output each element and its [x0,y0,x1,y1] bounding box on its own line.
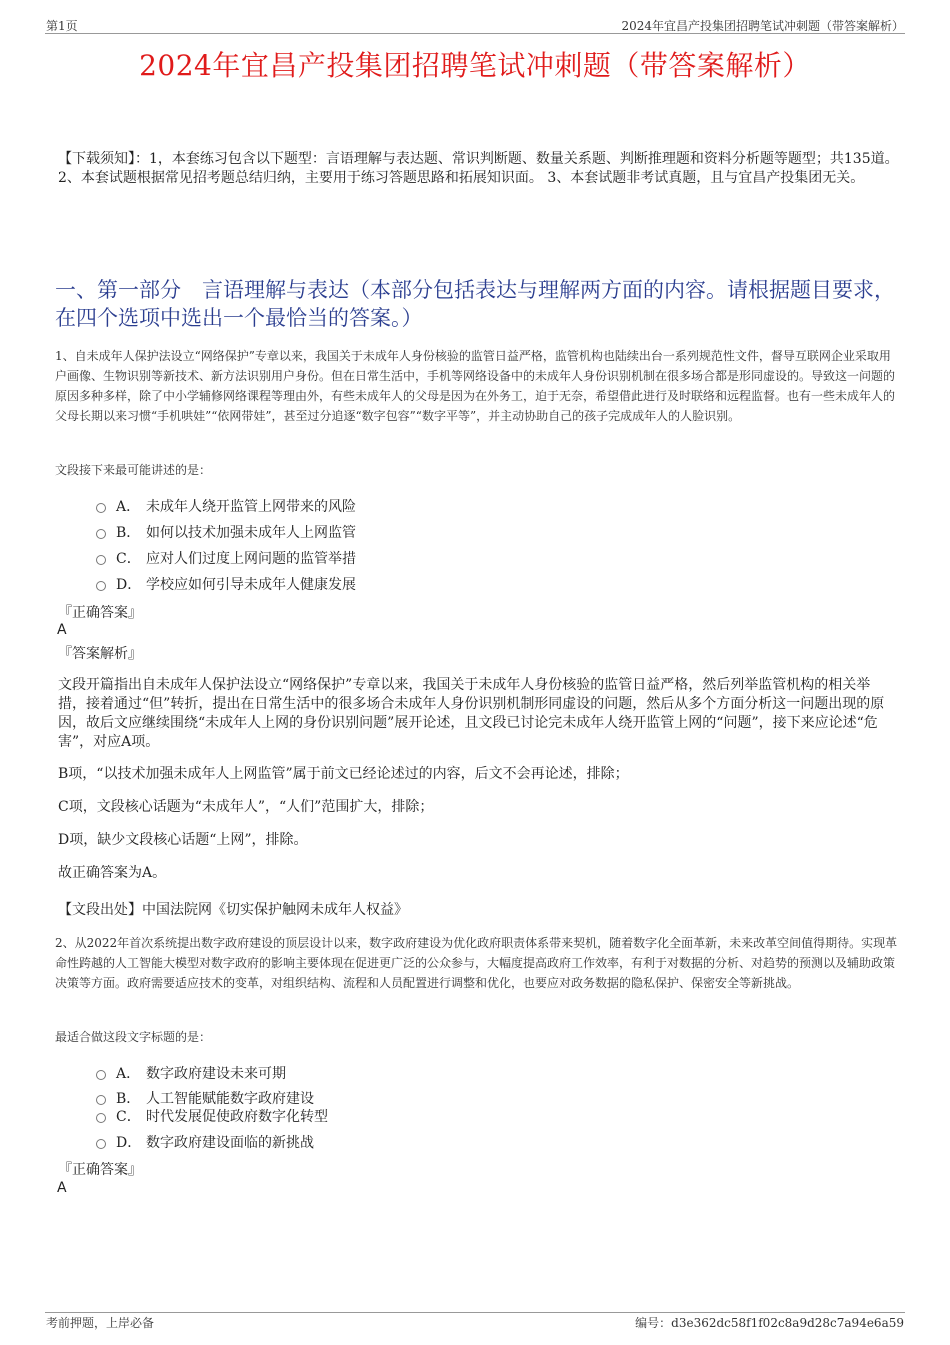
footer-doc-id: 编号：d3e362dc58f1f02c8a9d28c7a94e6a59 [635,1316,904,1330]
option-letter: B． [116,525,141,541]
q1-option-d[interactable] [96,574,356,594]
option-text: 数字政府建设面临的新挑战 [146,1135,314,1151]
q1-analysis-paragraph: 文段开篇指出自未成年人保护法设立“网络保护”专章以来，我国关于未成年人身份核验的监管日益严格，然后列举监管机构的相关举措，接着通过“但”转折，提出在日常生活中的很多场合未成年人身份识别机制形同虚设的问题，然后从多个方面分析这一问题出现的原因，故后文应继续围绕“未成年人上网的身份识别问题”展开论述，且文段已讨论完未成年人绕开监管上网的“问题”，接下来应论述“危害”，对应A项。 [58,677,885,750]
footer-divider [45,1312,905,1313]
question-2-prompt: 最适合做这段文字标题的是： [55,1030,212,1044]
header-divider [45,33,905,34]
q1-analysis-conclusion: 故正确答案为A。 [58,865,167,881]
question-1-prompt: 文段接下来最可能讲述的是： [55,463,212,477]
section-heading: 一、第一部分 言语理解与表达（本部分包括表达与理解两方面的内容。请根据题目要求，在四个选项中选出一个最恰当的答案。） [55,278,895,330]
radio-icon[interactable] [96,529,106,539]
option-letter: C． [116,1109,141,1125]
option-text: 学校应如何引导未成年人健康发展 [146,577,356,593]
q1-answer-label: 『正确答案』 [58,605,142,621]
page-title: 2024年宜昌产投集团招聘笔试冲刺题（带答案解析） [139,49,811,82]
radio-icon[interactable] [96,503,106,513]
radio-icon[interactable] [96,1139,106,1149]
q1-option-c[interactable] [96,548,356,568]
option-letter: D． [116,1135,142,1151]
radio-icon[interactable] [96,555,106,565]
radio-icon[interactable] [96,1070,106,1080]
question-2-text: 2、从2022年首次系统提出数字政府建设的顶层设计以来，数字政府建设为优化政府职责体系带来契机，随着数字化全面革新，未来改革空间值得期待。实现革命性跨越的人工智能大模型对数字政府的影响主要体现在促进更广泛的公众参与，大幅度提高政府工作效率，有利于对数据的分析、对趋势的预测以及辅助政策决策等方面。政府需要适应技术的变革，对组织结构、流程和人员配置进行调整和优化，也要应对政务数据的隐私保护、保密安全等新挑战。 [55,936,898,990]
option-letter: A． [116,499,141,515]
q1-option-a[interactable] [96,496,356,516]
option-letter: B． [116,1091,141,1107]
question-1-text: 1、自未成年人保护法设立“网络保护”专章以来，我国关于未成年人身份核验的监管日益严格，监管机构也陆续出台一系列规范性文件，督导互联网企业采取用户画像、生物识别等新技术、新方法识别用户身份。但在日常生活中，手机等网络设备中的未成年人身份识别机制在很多场合都是形同虚设的。导致这一问题的原因多种多样，除了中小学辅修网络课程等理由外，有些未成年人的父母是因为在外务工，迫于无奈，希望借此进行及时联络和远程监督。也有一些未成年人的父母长期以来习惯“手机哄娃”“依网带娃”，甚至过分追逐“数字包容”“数字平等”，并主动协助自己的孩子完成成年人的人脸识别。 [55,349,896,423]
q1-analysis-c: C项，文段核心话题为“未成年人”，“人们”范围扩大，排除； [58,799,434,815]
footer-slogan: 考前押题，上岸必备 [46,1316,155,1330]
option-text: 未成年人绕开监管上网带来的风险 [146,499,356,515]
option-text: 人工智能赋能数字政府建设 [146,1091,314,1107]
q2-option-d[interactable] [96,1132,314,1152]
q2-option-b[interactable] [96,1088,314,1108]
option-text: 应对人们过度上网问题的监管举措 [146,551,356,567]
download-notice: 【下载须知】：1，本套练习包含以下题型：言语理解与表达题、常识判断题、数量关系题、判断推理题和资料分析题等题型；共135道。 2、本套试题根据常见招考题总结归纳，主要用于练习答题思路和拓展知识面。 3、本套试题非考试真题，且与宜昌产投集团无关。 [58,151,899,186]
q2-option-a[interactable] [96,1063,286,1083]
q1-option-b[interactable] [96,522,356,542]
q2-answer-label: 『正确答案』 [58,1162,142,1178]
q1-analysis-b: B项，“以技术加强未成年人上网监管”属于前文已经论述过的内容，后文不会再论述，排除； [58,766,629,782]
option-letter: C． [116,551,141,567]
q1-answer: A [57,622,67,638]
option-letter: D． [116,577,142,593]
radio-icon[interactable] [96,1113,106,1123]
radio-icon[interactable] [96,1095,106,1105]
q2-option-c[interactable] [96,1106,328,1126]
option-letter: A． [116,1066,141,1082]
q1-analysis-d: D项，缺少文段核心话题“上网”，排除。 [58,832,308,848]
header-doc-title: 2024年宜昌产投集团招聘笔试冲刺题（带答案解析） [621,19,904,33]
option-text: 数字政府建设未来可期 [146,1066,286,1082]
q1-source: 【文段出处】中国法院网《切实保护触网未成年人权益》 [58,902,408,918]
option-text: 如何以技术加强未成年人上网监管 [146,525,356,541]
option-text: 时代发展促使政府数字化转型 [146,1109,328,1125]
radio-icon[interactable] [96,581,106,591]
q2-answer: A [57,1180,67,1196]
page-number: 第1页 [46,19,78,33]
q1-analysis-label: 『答案解析』 [58,646,142,662]
